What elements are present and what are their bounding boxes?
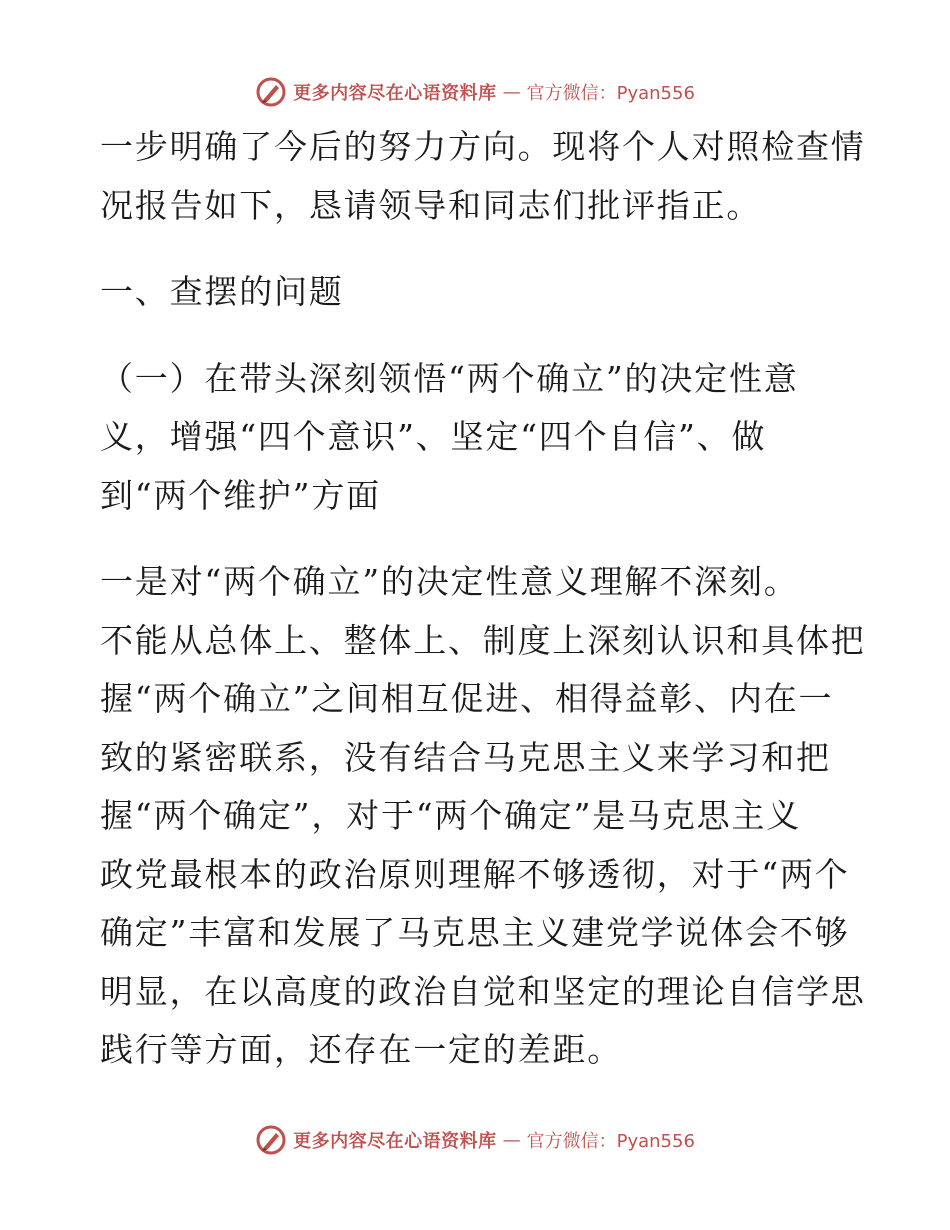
text-line: 确定”丰富和发展了马克思主义建党学说体会不够 — [100, 913, 850, 952]
watermark-dash: — — [502, 1129, 521, 1151]
heading-line: 一、查摆的问题 — [100, 272, 344, 311]
watermark-dash: — — [502, 81, 521, 103]
paragraph-intro — [100, 118, 866, 235]
paragraph-body — [100, 553, 866, 1080]
text-line: 致的紧密联系，没有结合马克思主义来学习和把 — [100, 737, 831, 777]
text-line: 握“两个确立”之间相互促进、相得益彰、内在一 — [100, 679, 834, 718]
text-line: 握“两个确定”，对于“两个确定”是马克思主义 — [100, 796, 802, 835]
watermark-main-text: 更多内容尽在心语资料库 — [293, 1131, 497, 1152]
logo-pen-icon — [255, 1124, 287, 1156]
text-line: 明显，在以高度的政治自觉和坚定的理论自信学思 — [100, 971, 866, 1011]
logo-pen-icon — [255, 76, 287, 108]
document-body — [100, 118, 866, 1080]
text-line: 况报告如下，恳请领导和同志们批评指正。 — [100, 185, 762, 225]
subsection-heading — [100, 350, 860, 526]
watermark-main-text: 更多内容尽在心语资料库 — [293, 83, 497, 104]
footer-watermark — [0, 1120, 950, 1160]
text-line: 一是对“两个确立”的决定性意义理解不深刻。 — [100, 562, 799, 601]
text-line: 政党最根本的政治原则理解不够透彻，对于“两个 — [100, 854, 850, 894]
subheading-line: 义，增强“四个意识”、坚定“四个自信”、做 — [100, 417, 767, 456]
watermark-wechat-text: 官方微信：Pyan556 — [526, 1131, 695, 1152]
subheading-line: 到“两个维护”方面 — [100, 475, 381, 515]
header-watermark — [0, 72, 950, 112]
text-line: 践行等方面，还存在一定的差距。 — [100, 1030, 622, 1069]
subheading-line: （一）在带头深刻领悟“两个确立”的决定性意 — [100, 358, 799, 398]
watermark-wechat-text: 官方微信：Pyan556 — [526, 83, 695, 104]
section-heading — [100, 263, 860, 322]
text-line: 一步明确了今后的努力方向。现将个人对照检查情 — [100, 127, 866, 166]
text-line: 不能从总体上、整体上、制度上深刻认识和具体把 — [100, 620, 866, 660]
